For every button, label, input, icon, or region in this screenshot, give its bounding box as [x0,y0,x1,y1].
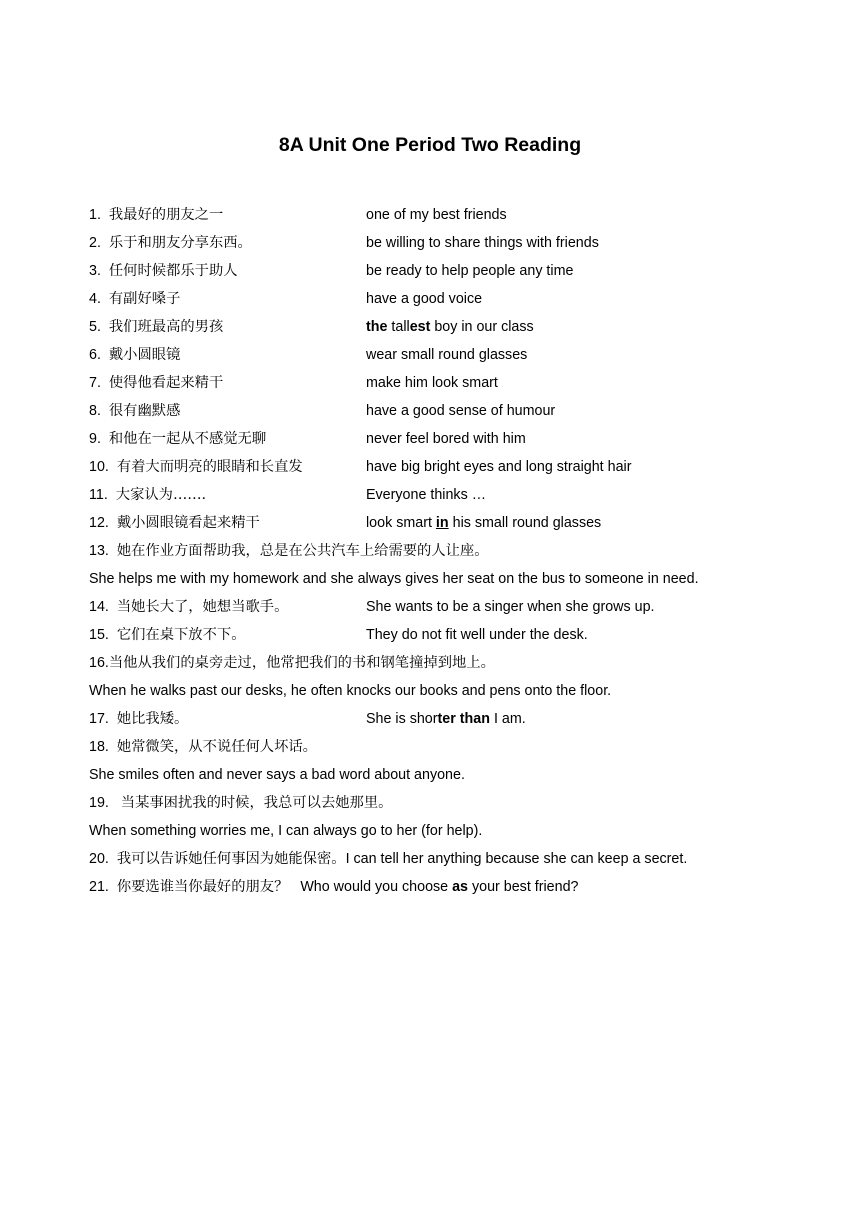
list-item [89,621,829,649]
list-item [89,705,829,733]
item-number: 14. [89,599,109,615]
chinese-text: 有副好嗓子 [108,291,181,307]
english-text: When he walks past our desks, he often knocks our books and pens onto the floor. [89,683,612,699]
list-item-translation [89,677,829,705]
english-text [366,509,601,537]
item-number: 3. [89,263,101,279]
chinese-text: 我最好的朋友之一 [108,207,224,223]
item-number: 5. [89,319,101,335]
item-number: 11. [89,487,108,503]
chinese-text: 乐于和朋友分享东西。 [108,235,252,251]
item-number: 2. [89,235,101,251]
english-text [300,879,578,895]
list-item [89,537,829,565]
list-item [89,509,829,537]
text-segment: I am. [489,711,526,727]
english-text: one of my best friends [366,207,507,223]
text-segment: look smart [366,515,436,531]
chinese-text: 任何时候都乐于助人 [108,263,238,279]
chinese-text: 和他在一起从不感觉无聊 [108,431,267,447]
list-item-translation [89,817,829,845]
english-text: be ready to help people any time [366,263,574,279]
english-text: She helps me with my homework and she always gives her seat on the bus to someone in need. [89,571,699,587]
chinese-text: 当他从我们的桌旁走过，他常把我们的书和钢笔撞掉到地上。 [108,655,495,671]
item-number: 9. [89,431,101,447]
chinese-text: 它们在桌下放不下。 [116,627,246,643]
text-segment: tall [387,319,410,335]
chinese-text: 她常微笑，从不说任何人坏话。 [116,739,317,755]
chinese-text: 她比我矮。 [116,711,189,727]
item-number: 19. [89,795,109,811]
english-text: be willing to share things with friends [366,235,599,251]
english-text [366,705,526,733]
item-number: 15. [89,627,109,643]
chinese-text: 我们班最高的男孩 [108,319,224,335]
list-item [89,733,829,761]
english-text: I can tell her anything because she can keep a secret. [345,851,688,867]
english-text: She wants to be a singer when she grows up. [366,599,655,615]
text-segment: his small round glasses [448,515,602,531]
bold-word: as [452,879,469,895]
list-item [89,789,829,817]
chinese-text: 当她长大了，她想当歌手。 [116,599,289,615]
chinese-text: 大家认为……. [115,487,207,503]
chinese-text: 使得他看起来精干 [108,375,224,391]
chinese-text: 有着大而明亮的眼睛和长直发 [116,459,303,475]
list-item [89,593,829,621]
text-segment: boy in our class [430,319,534,335]
chinese-text: 当某事困扰我的时候，我总可以去她那里。 [120,795,393,811]
chinese-text: 戴小圆眼镜 [108,347,181,363]
item-number: 16. [89,655,109,671]
item-number: 21. [89,879,109,895]
list-item [89,285,829,313]
chinese-text: 很有幽默感 [108,403,181,419]
list-item [89,873,829,901]
item-number: 20. [89,851,109,867]
bold-comparative: ter than [437,711,490,727]
underlined-word: in [435,515,449,531]
item-number: 7. [89,375,101,391]
english-text: She smiles often and never says a bad word about anyone. [89,767,465,783]
page-title: 8A Unit One Period Two Reading [278,134,582,156]
list-item [89,341,829,369]
list-item [89,369,829,397]
item-number: 12. [89,515,109,531]
bold-suffix: est [409,319,431,335]
list-item [89,481,829,509]
english-text: have a good sense of humour [366,403,556,419]
item-number: 10. [89,459,109,475]
chinese-text: 戴小圆眼镜看起来精干 [116,515,260,531]
text-segment: Who would you choose [300,879,453,895]
chinese-text: 我可以告诉她任何事因为她能保密。 [116,851,346,867]
english-text: They do not fit well under the desk. [366,627,588,643]
english-text: have a good voice [366,291,483,307]
list-item [89,313,829,341]
chinese-text: 你要选谁当你最好的朋友？ [116,879,289,895]
list-item [89,229,829,257]
item-number: 18. [89,739,109,755]
chinese-text: 她在作业方面帮助我，总是在公共汽车上给需要的人让座。 [116,543,489,559]
list-item [89,201,829,229]
phrase-list [89,201,829,901]
item-number: 4. [89,291,101,307]
english-text [366,313,534,341]
list-item [89,649,829,677]
text-segment: She is shor [366,711,438,727]
text-segment: your best friend? [468,879,579,895]
list-item-translation [89,565,829,593]
item-number: 17. [89,711,109,727]
list-item [89,845,829,873]
bold-word: the [366,319,388,335]
item-number: 6. [89,347,101,363]
english-text: wear small round glasses [366,347,528,363]
item-number: 8. [89,403,101,419]
english-text: make him look smart [366,375,498,391]
item-number: 1. [89,207,101,223]
english-text: When something worries me, I can always go to her (for help). [89,823,483,839]
list-item [89,425,829,453]
item-number: 13. [89,543,109,559]
english-text: Everyone thinks … [366,487,486,503]
list-item [89,257,829,285]
list-item [89,397,829,425]
list-item-translation [89,761,829,789]
english-text: have big bright eyes and long straight hair [366,459,632,475]
english-text: never feel bored with him [366,431,526,447]
list-item [89,453,829,481]
